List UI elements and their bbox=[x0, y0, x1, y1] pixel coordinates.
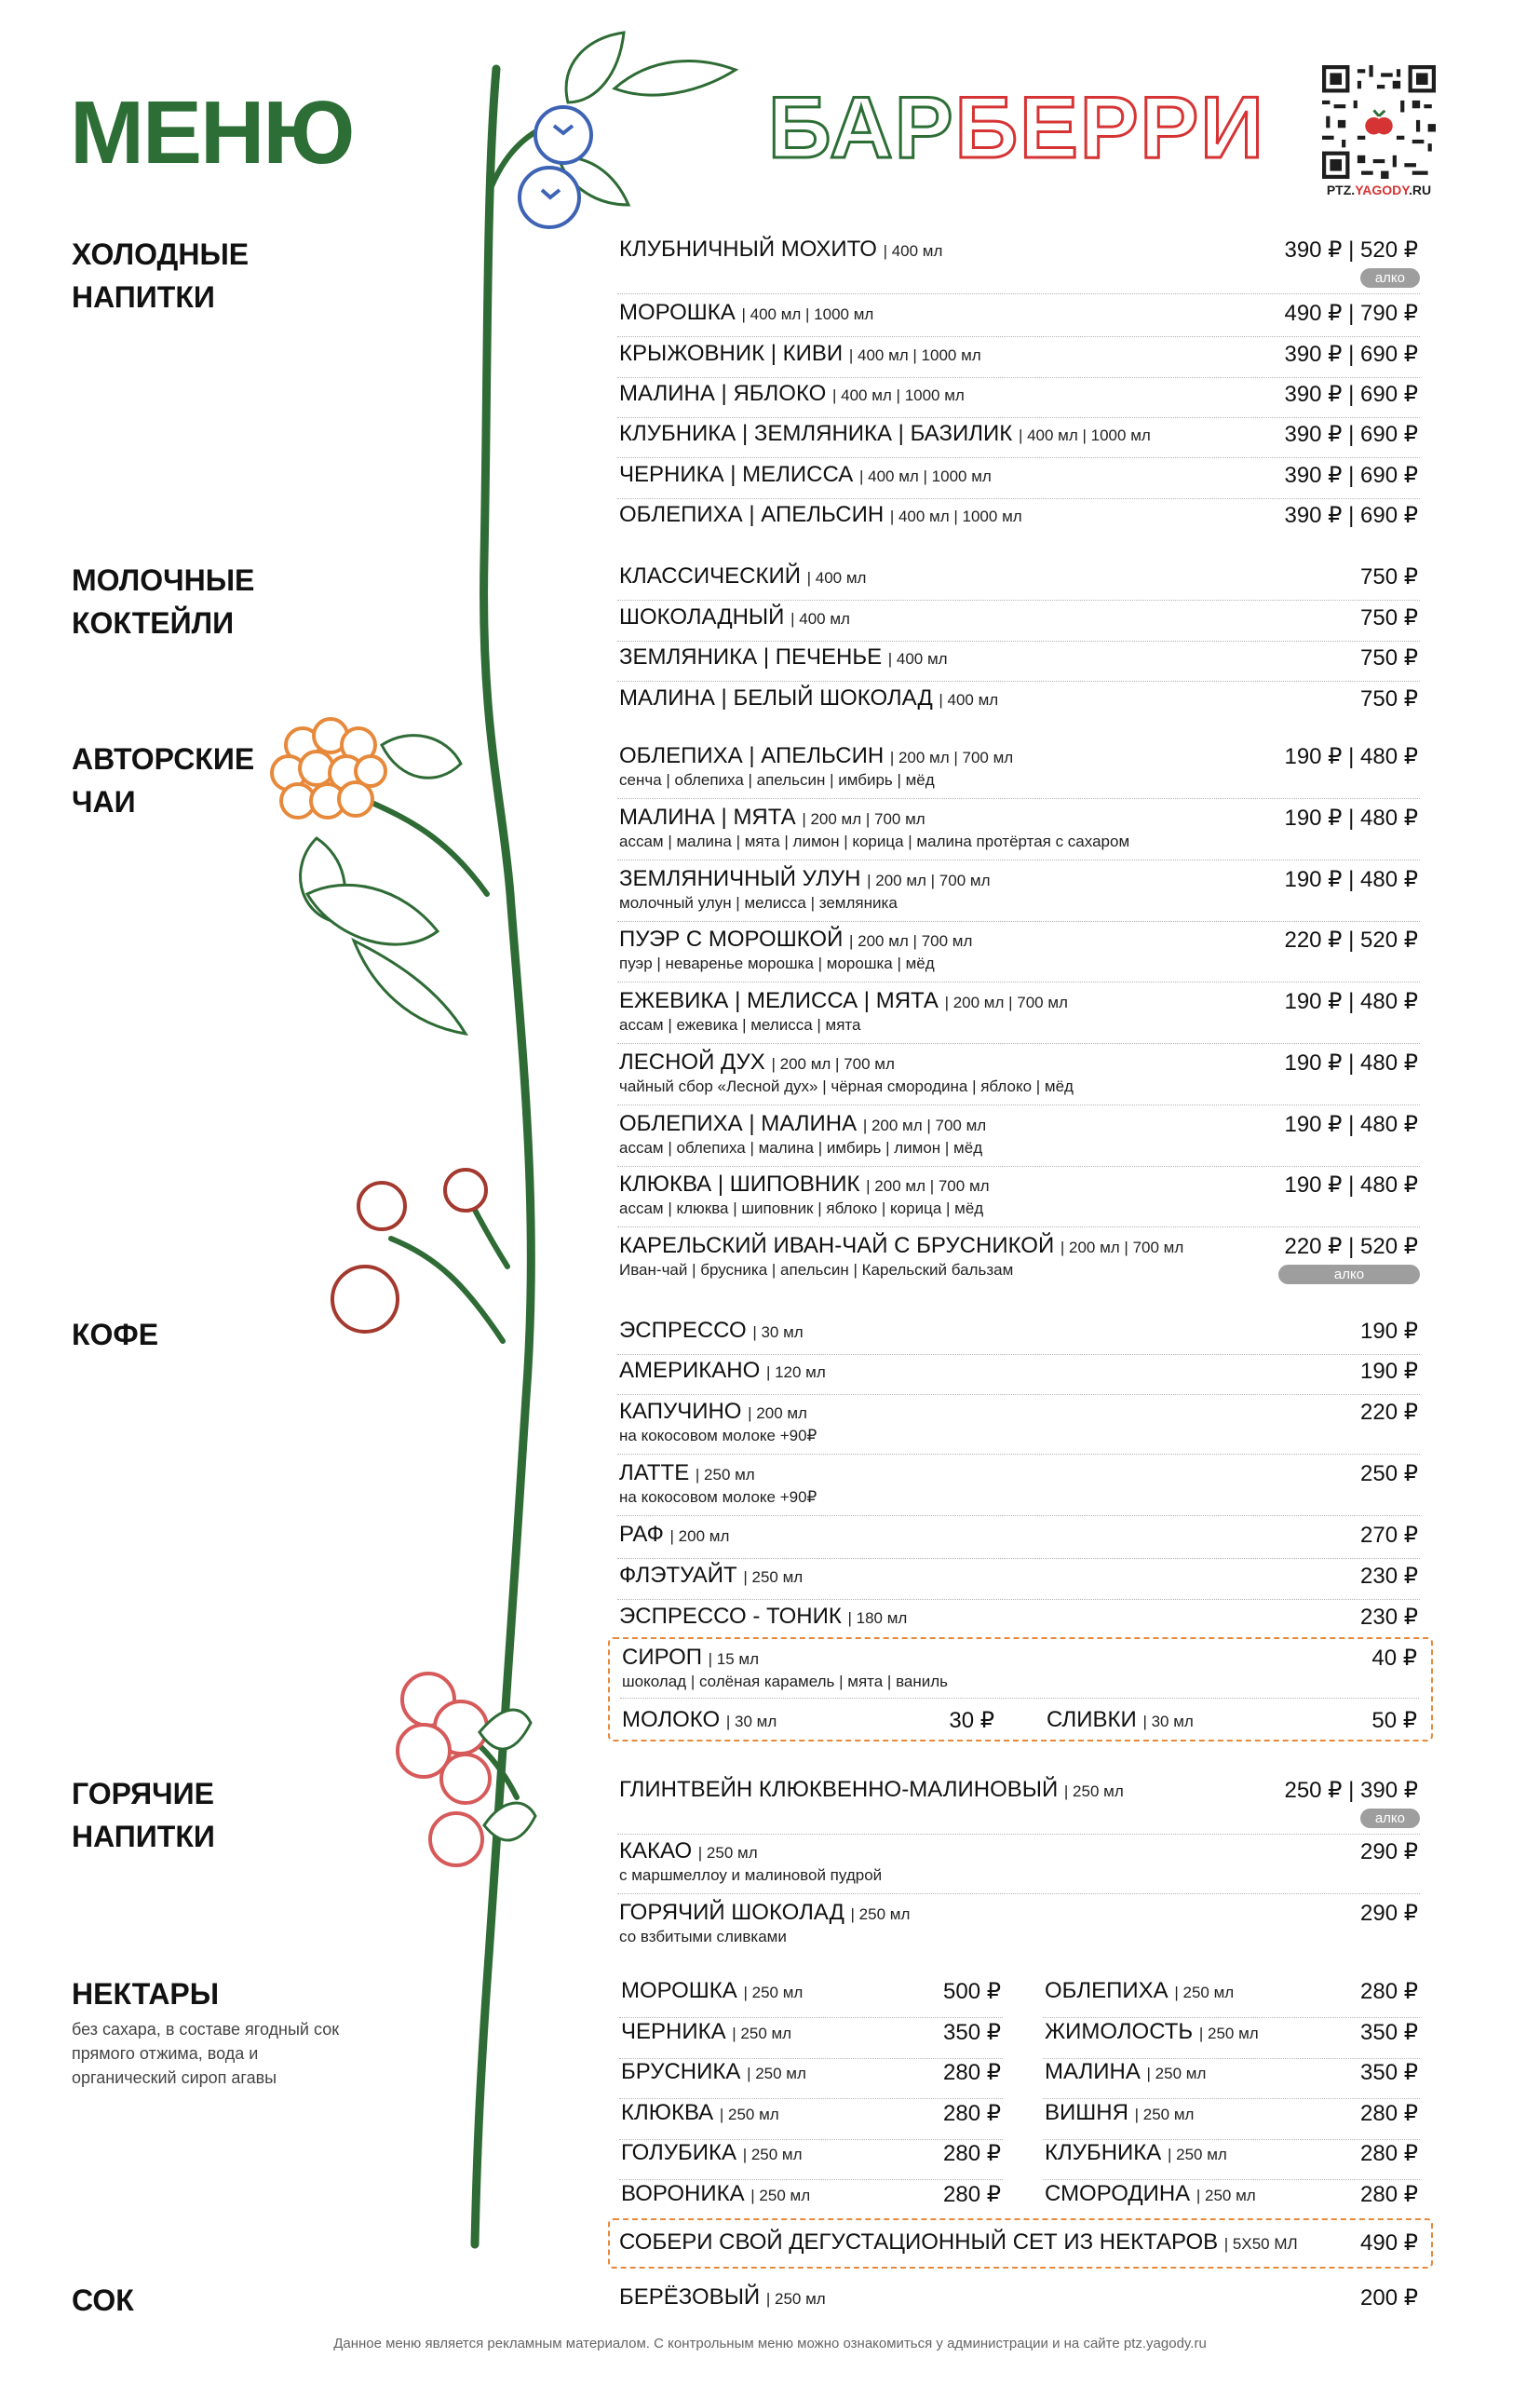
nectar-item: ЖИМОЛОСТЬ | 250 мл 350 ₽ bbox=[1043, 2019, 1420, 2059]
menu-item: МАЛИНА | ЯБЛОКО | 400 мл | 1000 мл 390 ₽ | 690 ₽ bbox=[617, 381, 1420, 418]
menu-title: МЕНЮ bbox=[70, 83, 354, 183]
section-cold-drinks: ХОЛОДНЫЕ НАПИТКИ bbox=[72, 237, 250, 314]
menu-item: КАРЕЛЬСКИЙ ИВАН-ЧАЙ С БРУСНИКОЙ | 200 мл | 700 мл Иван-чай | брусника | апельсин | Карельский бальзам 220 ₽ | 520 ₽ алко bbox=[619, 1233, 1418, 1282]
menu-item: ЗЕМЛЯНИКА | ПЕЧЕНЬЕ | 400 мл 750 ₽ bbox=[617, 644, 1420, 682]
menu-item: ОБЛЕПИХА | МАЛИНА | 200 мл | 700 мл ассам | облепиха | малина | имбирь | лимон | мёд 190 ₽ | 480 ₽ bbox=[617, 1111, 1420, 1167]
brand-logo bbox=[768, 78, 1265, 176]
menu-item: ШОКОЛАДНЫЙ | 400 мл 750 ₽ bbox=[617, 604, 1420, 642]
menu-item: БЕРЁЗОВЫЙ | 250 мл 200 ₽ bbox=[619, 2284, 1418, 2310]
menu-item: КЛУБНИЧНЫЙ МОХИТО | 400 мл 390 ₽ | 520 ₽ алко bbox=[617, 237, 1420, 294]
menu-item: ОБЛЕПИХА | АПЕЛЬСИН | 400 мл | 1000 мл 390 ₽ | 690 ₽ bbox=[619, 502, 1418, 528]
menu-item: МОРОШКА | 400 мл | 1000 мл 490 ₽ | 790 ₽ bbox=[617, 300, 1420, 337]
menu-item: КАПУЧИНО | 200 мл на кокосовом молоке +90₽ 220 ₽ bbox=[617, 1399, 1420, 1455]
menu-item-syrup: СИРОП | 15 мл шоколад | солёная карамель | мята | ваниль 40 ₽ bbox=[620, 1645, 1419, 1699]
menu-item: КЛУБНИКА | ЗЕМЛЯНИКА | БАЗИЛИК | 400 мл | 1000 мл 390 ₽ | 690 ₽ bbox=[617, 421, 1420, 458]
menu-item: ЛЕСНОЙ ДУХ | 200 мл | 700 мл чайный сбор «Лесной дух» | чёрная смородина | яблоко | мёд 190 ₽ | 480 ₽ bbox=[617, 1050, 1420, 1105]
section-nectars: НЕКТАРЫ bbox=[72, 1977, 220, 2011]
menu-item: КЛЮКВА | ШИПОВНИК | 200 мл | 700 мл ассам | клюква | шиповник | яблоко | корица | мёд 190 ₽ | 480 ₽ bbox=[617, 1172, 1420, 1227]
menu-item: ЧЕРНИКА | МЕЛИССА | 400 мл | 1000 мл 390 ₽ | 690 ₽ bbox=[617, 462, 1420, 499]
cloudberry-icon bbox=[272, 719, 385, 818]
alco-badge: алко bbox=[1360, 268, 1420, 288]
brand-berry: БЕРРИ bbox=[954, 78, 1265, 176]
menu-item: МАЛИНА | БЕЛЫЙ ШОКОЛАД | 400 мл 750 ₽ bbox=[619, 685, 1418, 711]
section-milkshakes: МОЛОЧНЫЕ КОКТЕЙЛИ bbox=[72, 563, 255, 640]
menu-item: ЗЕМЛЯНИЧНЫЙ УЛУН | 200 мл | 700 мл молочный улун | мелисса | земляника 190 ₽ | 480 ₽ bbox=[617, 866, 1420, 922]
qr-code-icon[interactable] bbox=[1322, 65, 1436, 179]
site-url[interactable]: PTZ.YAGODY.RU bbox=[1326, 183, 1432, 197]
nectar-item: КЛЮКВА | 250 мл 280 ₽ bbox=[619, 2100, 1003, 2140]
menu-item: КЛАССИЧЕСКИЙ | 400 мл 750 ₽ bbox=[617, 563, 1420, 601]
nectar-item: ГОЛУБИКА | 250 мл 280 ₽ bbox=[619, 2140, 1003, 2180]
nectar-item: МАЛИНА | 250 мл 350 ₽ bbox=[1043, 2059, 1420, 2099]
menu-item: ГОРЯЧИЙ ШОКОЛАД | 250 мл со взбитыми сливками 290 ₽ bbox=[619, 1900, 1418, 1945]
menu-item: КРЫЖОВНИК | КИВИ | 400 мл | 1000 мл 390 ₽ | 690 ₽ bbox=[617, 341, 1420, 378]
footer-disclaimer: Данное меню является рекламным материалом. С контрольным меню можно ознакомиться у администрации и на сайте ptz.yagody.ru bbox=[333, 2336, 1207, 2351]
menu-item-milk: МОЛОКО | 30 мл 30 ₽ bbox=[622, 1707, 994, 1733]
menu-item: КАКАО | 250 мл с маршмеллоу и малиновой пудрой 290 ₽ bbox=[617, 1838, 1420, 1894]
menu-item: МАЛИНА | МЯТА | 200 мл | 700 мл ассам | малина | мята | лимон | корица | малина протёртая с сахаром 190 ₽ | 480 ₽ bbox=[617, 805, 1420, 860]
cranberry-icon bbox=[398, 1674, 490, 1865]
nectar-item: ВОРОНИКА | 250 мл 280 ₽ bbox=[621, 2181, 1001, 2207]
menu-item: ПУЭР С МОРОШКОЙ | 200 мл | 700 мл пуэр | неваренье морошка | морошка | мёд 220 ₽ | 520 ₽ bbox=[617, 927, 1420, 982]
nectar-item: КЛУБНИКА | 250 мл 280 ₽ bbox=[1043, 2140, 1420, 2180]
blueberry-icon bbox=[520, 107, 591, 227]
menu-item-tasting-set: СОБЕРИ СВОЙ ДЕГУСТАЦИОННЫЙ СЕТ ИЗ НЕКТАРОВ | 5Х50 МЛ 490 ₽ bbox=[619, 2229, 1418, 2256]
section-juice: СОК bbox=[72, 2283, 134, 2317]
nectars-note: без сахара, в составе ягодный сок прямого отжима, вода и органический сироп агавы bbox=[72, 2020, 340, 2087]
section-hot-drinks: ГОРЯЧИЕ НАПИТКИ bbox=[72, 1777, 215, 1853]
cloudberry-leaf-icon bbox=[301, 736, 466, 1034]
menu-item: ЭСПРЕССО - ТОНИК | 180 мл 230 ₽ bbox=[619, 1604, 1418, 1630]
nectar-item: ОБЛЕПИХА | 250 мл 280 ₽ bbox=[1043, 1978, 1420, 2018]
menu-item: ФЛЭТУАЙТ | 250 мл 230 ₽ bbox=[617, 1563, 1420, 1600]
nectar-item: ЧЕРНИКА | 250 мл 350 ₽ bbox=[619, 2019, 1003, 2059]
lingonberry-icon bbox=[332, 1170, 486, 1332]
nectar-item: МОРОШКА | 250 мл 500 ₽ bbox=[619, 1978, 1003, 2018]
menu-item: РАФ | 200 мл 270 ₽ bbox=[617, 1522, 1420, 1559]
nectar-item: ВИШНЯ | 250 мл 280 ₽ bbox=[1043, 2100, 1420, 2140]
menu-item: ЕЖЕВИКА | МЕЛИССА | МЯТА | 200 мл | 700 мл ассам | ежевика | мелисса | мята 190 ₽ | 480 ₽ bbox=[617, 988, 1420, 1044]
alco-badge: алко bbox=[1360, 1809, 1420, 1828]
alco-badge: алко bbox=[1278, 1265, 1420, 1284]
leaf-icon bbox=[559, 33, 736, 205]
section-teas: АВТОРСКИЕ ЧАИ bbox=[72, 742, 255, 819]
menu-item: ЭСПРЕССО | 30 мл 190 ₽ bbox=[617, 1318, 1420, 1355]
nectar-item: БРУСНИКА | 250 мл 280 ₽ bbox=[619, 2059, 1003, 2099]
brand-bar: БАР bbox=[768, 78, 955, 176]
menu-item: АМЕРИКАНО | 120 мл 190 ₽ bbox=[617, 1358, 1420, 1395]
section-coffee: КОФЕ bbox=[72, 1318, 159, 1351]
menu-item: ГЛИНТВЕЙН КЛЮКВЕННО-МАЛИНОВЫЙ | 250 мл 250 ₽ | 390 ₽ алко bbox=[617, 1777, 1420, 1835]
menu-item: ЛАТТЕ | 250 мл на кокосовом молоке +90₽ 250 ₽ bbox=[617, 1460, 1420, 1516]
menu-item: ОБЛЕПИХА | АПЕЛЬСИН | 200 мл | 700 мл сенча | облепиха | апельсин | имбирь | мёд 190 ₽ | 480 ₽ bbox=[617, 743, 1420, 799]
cranberry-leaf-icon bbox=[480, 1710, 535, 1840]
nectar-item: СМОРОДИНА | 250 мл 280 ₽ bbox=[1045, 2181, 1418, 2207]
menu-item-cream: СЛИВКИ | 30 мл 50 ₽ bbox=[1047, 1707, 1417, 1733]
